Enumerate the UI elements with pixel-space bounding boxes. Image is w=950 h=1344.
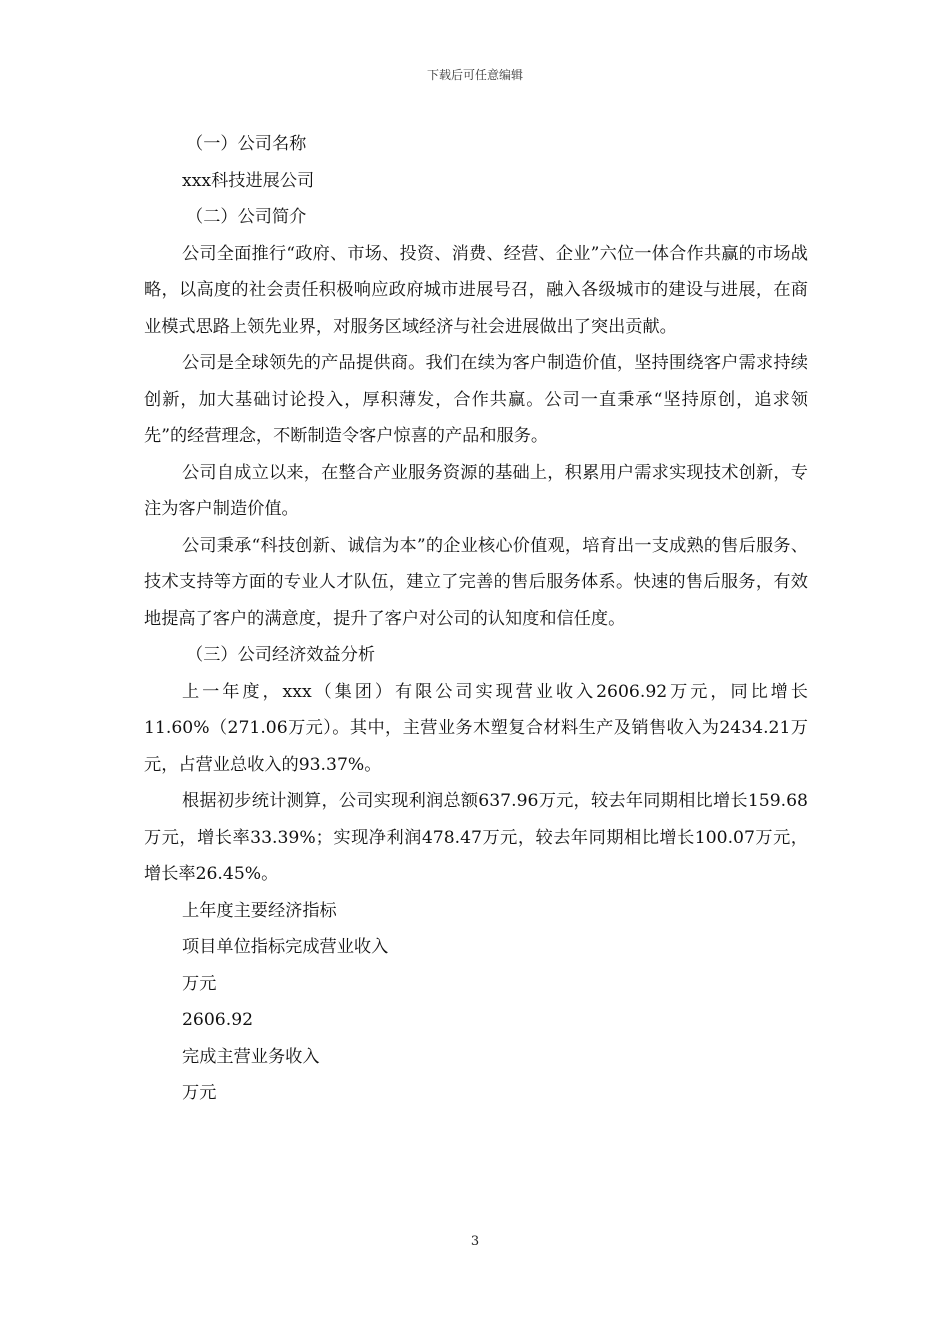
table-title: 上年度主要经济指标: [182, 900, 337, 921]
section-heading-company-name: （一）公司名称: [186, 134, 307, 154]
table-header-row: 项目单位指标完成营业收入: [182, 937, 389, 957]
table-unit-1: 万元: [182, 973, 217, 994]
table-value-1: 2606.92: [182, 1010, 254, 1030]
section-heading-company-intro: （二）公司简介: [186, 207, 307, 227]
economic-paragraph-1: 上一年度，xxx（集团）有限公司实现营业收入2606.92万元，同比增长11.60%（271.06万元）。其中，主营业务木塑复合材料生产及销售收入为2434.21万元，占营业总收入的93.37%。: [144, 681, 808, 775]
section-heading-economic-analysis: （三）公司经济效益分析: [186, 645, 376, 665]
intro-paragraph-2: 公司是全球领先的产品提供商。我们在续为客户制造价值，坚持围绕客户需求持续创新，加大基础讨论投入，厚积薄发，合作共赢。公司一直秉承“坚持原创，追求领先”的经营理念，不断制造令客户惊喜的产品和服务。: [144, 353, 808, 446]
page-number: 3: [470, 1234, 480, 1249]
page-header-note: 下载后可任意编辑: [426, 68, 523, 82]
intro-paragraph-3: 公司自成立以来，在整合产业服务资源的基础上，积累用户需求实现技术创新，专注为客户制造价值。: [144, 462, 808, 519]
intro-paragraph-4: 公司秉承“科技创新、诚信为本”的企业核心价值观，培育出一支成熟的售后服务、技术支持等方面的专业人才队伍，建立了完善的售后服务体系。快速的售后服务，有效地提高了客户的满意度，提升了客户对公司的认知度和信任度。: [144, 535, 808, 629]
table-row-2-label: 完成主营业务收入: [182, 1046, 320, 1067]
table-unit-2: 万元: [182, 1083, 217, 1103]
company-name-text: xxx科技进展公司: [182, 170, 315, 191]
document-body: [144, 126, 808, 1112]
intro-paragraph-1: 公司全面推行“政府、市场、投资、消费、经营、企业”六位一体合作共赢的市场战略，以高度的社会责任积极响应政府城市进展号召，融入各级城市的建设与进展，在商业模式思路上领先业界，对服务区域经济与社会进展做出了突出贡献。: [144, 243, 808, 337]
economic-paragraph-2: 根据初步统计测算，公司实现利润总额637.96万元，较去年同期相比增长159.68万元，增长率33.39%；实现净利润478.47万元，较去年同期相比增长100.07万元，增长率26.45%。: [144, 791, 808, 884]
